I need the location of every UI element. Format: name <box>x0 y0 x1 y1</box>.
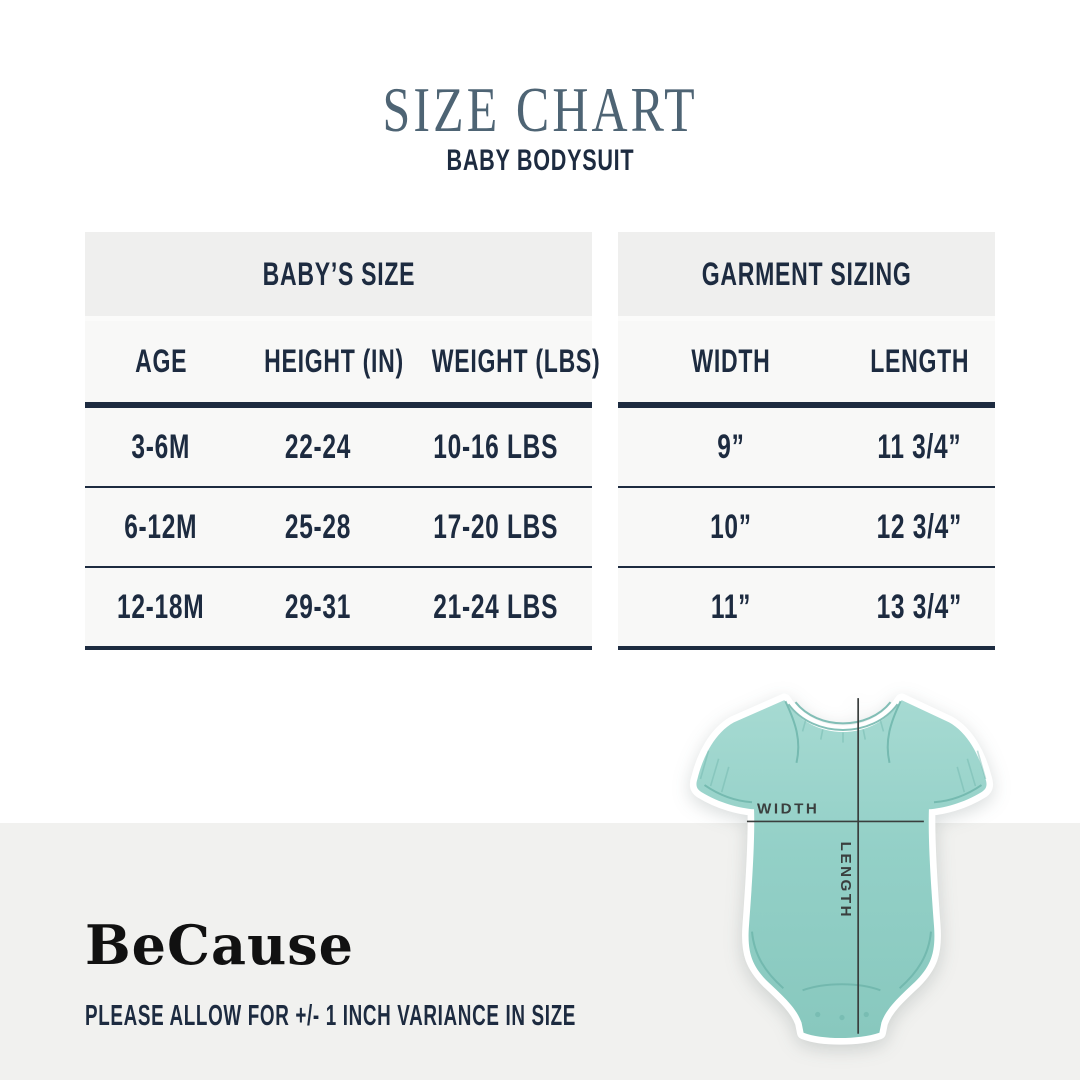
length-label: LENGTH <box>836 841 854 920</box>
table-cell: 11” <box>710 587 752 626</box>
table-cell: 29-31 <box>285 587 352 626</box>
garment-sizing-table <box>618 232 995 650</box>
table-header-row <box>85 321 601 408</box>
table-row <box>85 408 592 488</box>
table-title: GARMENT SIZING <box>618 232 995 321</box>
table-cell: 3-6M <box>131 427 191 466</box>
column-header-length: LENGTH <box>870 343 970 379</box>
column-header-height: HEIGHT (IN) <box>264 343 405 379</box>
table-cell: 17-20 LBS <box>433 507 559 546</box>
table-cell: 9” <box>717 427 745 466</box>
table-cell: 6-12M <box>124 507 198 546</box>
table-cell: 21-24 LBS <box>433 587 559 626</box>
table-cell: 22-24 <box>285 427 352 466</box>
table-cell: 25-28 <box>285 507 352 546</box>
page-subtitle: BABY BODYSUIT <box>446 144 634 177</box>
brand-logo: BeCause <box>85 913 354 977</box>
table-cell: 12-18M <box>117 587 205 626</box>
babys-size-table <box>85 232 601 650</box>
table-cell: 11 3/4” <box>877 427 962 466</box>
column-header-weight: WEIGHT (LBS) <box>432 343 601 379</box>
table-cell: 13 3/4” <box>876 587 963 626</box>
table-row <box>618 568 995 650</box>
column-header-width: WIDTH <box>691 343 771 379</box>
page-title <box>0 74 1080 145</box>
width-label: WIDTH <box>757 800 820 818</box>
table-title: BABY’S SIZE <box>85 232 592 321</box>
table-row <box>618 408 995 488</box>
variance-note: PLEASE ALLOW FOR +/- 1 INCH VARIANCE IN SIZE <box>85 1000 576 1032</box>
table-cell: 12 3/4” <box>876 507 963 546</box>
table-row <box>618 488 995 568</box>
table-cell: 10” <box>710 507 752 546</box>
table-header-row <box>618 321 995 408</box>
table-row <box>85 488 592 568</box>
page-title-text: SIZE CHART <box>382 74 698 145</box>
table-cell: 10-16 LBS <box>433 427 559 466</box>
column-header-age: AGE <box>135 343 188 379</box>
table-row <box>85 568 592 650</box>
